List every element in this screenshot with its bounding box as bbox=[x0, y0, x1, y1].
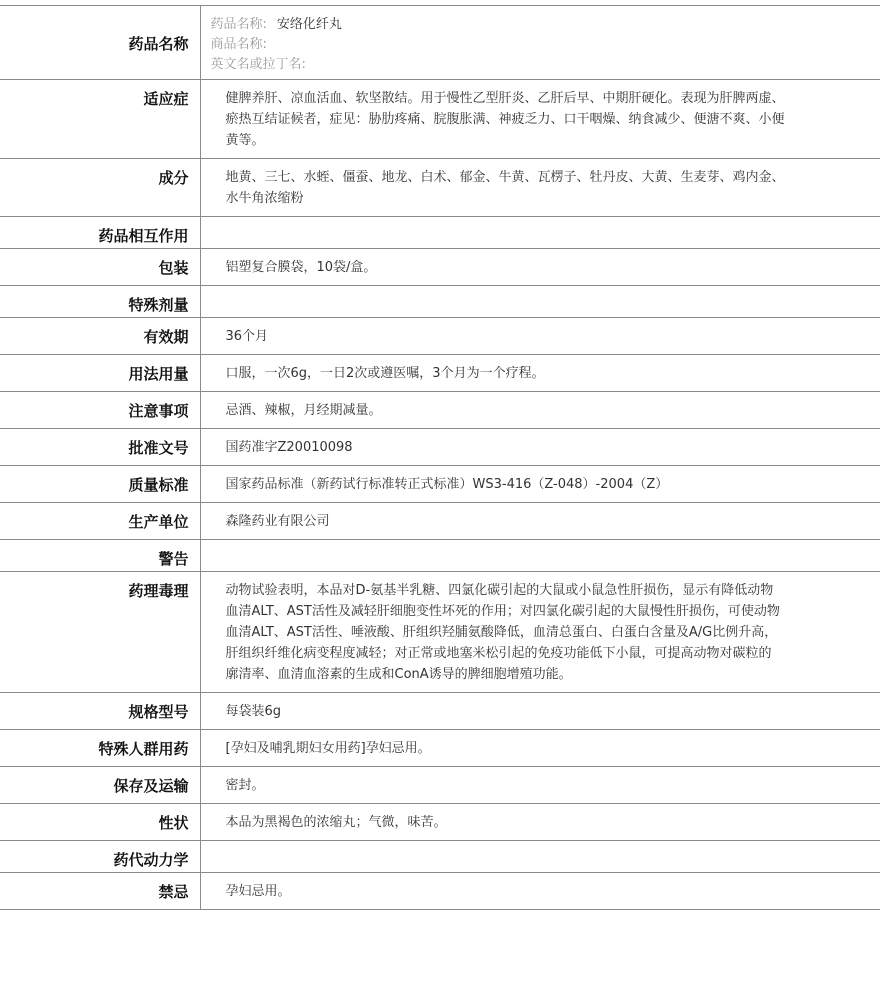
table-row-packaging bbox=[0, 249, 880, 286]
row-value: 健脾养肝、凉血活血、软坚散结。用于慢性乙型肝炎、乙肝后早、中期肝硬化。表现为肝脾两虚、瘀热互结证候者，症见：胁肋疼痛、脘腹胀满、神疲乏力、口干咽燥、纳食减少、便溏不爽、小便黄等。 bbox=[200, 80, 880, 159]
table-row-ingredients bbox=[0, 159, 880, 217]
table-row-manufacturer bbox=[0, 503, 880, 540]
row-value bbox=[200, 540, 880, 572]
table-row-interactions bbox=[0, 217, 880, 249]
english-name-key: 英文名或拉丁名: bbox=[210, 57, 306, 72]
row-value: 国药准字Z20010098 bbox=[200, 429, 880, 466]
row-label: 特殊人群用药 bbox=[0, 730, 200, 767]
row-value: 动物试验表明，本品对D-氨基半乳糖、四氯化碳引起的大鼠或小鼠急性肝损伤，显示有降低动物血清ALT、AST活性及减轻肝细胞变性坏死的作用；对四氯化碳引起的大鼠慢性肝损伤，可使动物血清ALT、AST活性、唾液酸、肝组织羟脯氨酸降低，血清总蛋白、白蛋白含量及A/G比例升高，肝组织纤维化病变程度减轻；对正常或地塞米松引起的免疫功能低下小鼠，可提高动物对碳粒的廓清率、血清血溶素的生成和ConA诱导的脾细胞增殖功能。 bbox=[200, 572, 880, 693]
row-label: 生产单位 bbox=[0, 503, 200, 540]
generic-name-line bbox=[211, 15, 871, 35]
table-row-pharmacokinetics bbox=[0, 841, 880, 873]
row-label: 特殊剂量 bbox=[0, 286, 200, 318]
row-value: 本品为黑褐色的浓缩丸；气微，味苦。 bbox=[200, 804, 880, 841]
row-value: 密封。 bbox=[200, 767, 880, 804]
table-row-indications bbox=[0, 80, 880, 159]
drug-info-table bbox=[0, 5, 880, 910]
row-label: 有效期 bbox=[0, 318, 200, 355]
row-value: 森隆药业有限公司 bbox=[200, 503, 880, 540]
english-name-line bbox=[211, 55, 871, 75]
table-row-special-populations bbox=[0, 730, 880, 767]
row-value: 地黄、三七、水蛭、僵蚕、地龙、白术、郁金、牛黄、瓦楞子、牡丹皮、大黄、生麦芽、鸡内金、水牛角浓缩粉 bbox=[200, 159, 880, 217]
row-value: 孕妇忌用。 bbox=[200, 873, 880, 910]
row-value bbox=[200, 217, 880, 249]
table-row-description bbox=[0, 804, 880, 841]
generic-name-key: 药品名称: bbox=[210, 17, 267, 32]
row-value: 36个月 bbox=[200, 318, 880, 355]
row-value: 铝塑复合膜袋，10袋/盒。 bbox=[200, 249, 880, 286]
table-row-storage bbox=[0, 767, 880, 804]
table-row-special-dosage bbox=[0, 286, 880, 318]
name-fields bbox=[200, 6, 880, 80]
row-value: 国家药品标准（新药试行标准转正式标准）WS3-416（Z-048）-2004（Z） bbox=[200, 466, 880, 503]
row-label: 用法用量 bbox=[0, 355, 200, 392]
table-row-warning bbox=[0, 540, 880, 572]
row-value: 忌酒、辣椒，月经期减量。 bbox=[200, 392, 880, 429]
row-value: 口服，一次6g，一日2次或遵医嘱，3个月为一个疗程。 bbox=[200, 355, 880, 392]
row-label: 药理毒理 bbox=[0, 572, 200, 693]
row-label: 禁忌 bbox=[0, 873, 200, 910]
row-value bbox=[200, 841, 880, 873]
drug-info-sheet bbox=[0, 5, 880, 910]
table-row-contraindications bbox=[0, 873, 880, 910]
table-row-dosage bbox=[0, 355, 880, 392]
row-label: 注意事项 bbox=[0, 392, 200, 429]
row-label: 适应症 bbox=[0, 80, 200, 159]
row-label: 批准文号 bbox=[0, 429, 200, 466]
row-label: 警告 bbox=[0, 540, 200, 572]
row-label: 保存及运输 bbox=[0, 767, 200, 804]
row-label: 质量标准 bbox=[0, 466, 200, 503]
table-row-approval-number bbox=[0, 429, 880, 466]
trade-name-line bbox=[211, 35, 871, 55]
generic-name-value: 安络化纤丸 bbox=[276, 17, 342, 32]
table-row-pharmacology bbox=[0, 572, 880, 693]
row-value bbox=[200, 286, 880, 318]
table-row-quality-standard bbox=[0, 466, 880, 503]
row-label: 成分 bbox=[0, 159, 200, 217]
row-label: 规格型号 bbox=[0, 693, 200, 730]
row-value: 每袋装6g bbox=[200, 693, 880, 730]
table-row-specification bbox=[0, 693, 880, 730]
table-row-drug-name bbox=[0, 6, 880, 80]
row-label: 性状 bbox=[0, 804, 200, 841]
row-label: 药品名称 bbox=[0, 6, 200, 80]
trade-name-key: 商品名称: bbox=[210, 37, 267, 52]
row-label: 包装 bbox=[0, 249, 200, 286]
row-label: 药代动力学 bbox=[0, 841, 200, 873]
table-row-precautions bbox=[0, 392, 880, 429]
table-row-shelf-life bbox=[0, 318, 880, 355]
row-label: 药品相互作用 bbox=[0, 217, 200, 249]
row-value: [孕妇及哺乳期妇女用药]孕妇忌用。 bbox=[200, 730, 880, 767]
